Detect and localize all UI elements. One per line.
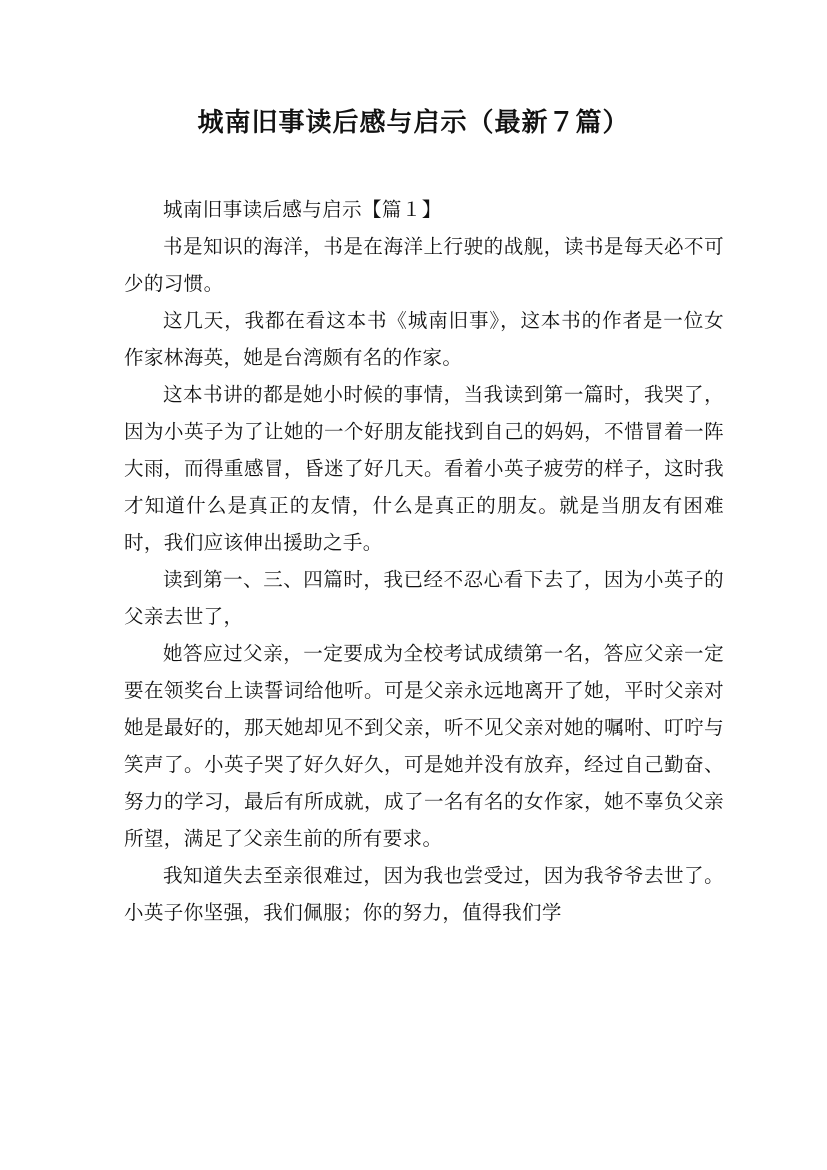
section-heading: 城南旧事读后感与启示【篇１】 xyxy=(163,198,442,221)
paragraph-2: 这几天，我都在看这本书《城南旧事》，这本书的作者是一位女作家林海英，她是台湾颇有名的作家。 xyxy=(124,309,724,369)
paragraph-6: 我知道失去至亲很难过，因为我也尝受过，因为我爷爷去世了。小英子你坚强，我们佩服；你的努力，值得我们学 xyxy=(124,864,724,924)
document-title: 城南旧事读后感与启示（最新７篇） xyxy=(197,108,630,138)
paragraph-4: 读到第一、三、四篇时，我已经不忍心看下去了，因为小英子的父亲去世了， xyxy=(124,568,724,628)
paragraph-3: 这本书讲的都是她小时候的事情，当我读到第一篇时，我哭了，因为小英子为了让她的一个好朋友能找到自己的妈妈，不惜冒着一阵大雨，而得重感冒，昏迷了好几天。看着小英子疲劳的样子，这时我才知道什么是真正的友情，什么是真正的朋友。就是当朋友有困难时，我们应该伸出援助之手。 xyxy=(124,383,724,554)
paragraph-5: 她答应过父亲，一定要成为全校考试成绩第一名，答应父亲一定要在领奖台上读誓词给他听。可是父亲永远地离开了她，平时父亲对她是最好的，那天她却见不到父亲，听不见父亲对她的嘱咐、叮咛与笑声了。小英子哭了好久好久，可是她并没有放弃，经过自己勤奋、努力的学习，最后有所成就，成了一名有名的女作家，她不辜负父亲所望，满足了父亲生前的所有要求。 xyxy=(124,642,724,850)
document-body xyxy=(124,191,724,931)
paragraph-1: 书是知识的海洋，书是在海洋上行驶的战舰，读书是每天必不可少的习惯。 xyxy=(124,235,724,295)
